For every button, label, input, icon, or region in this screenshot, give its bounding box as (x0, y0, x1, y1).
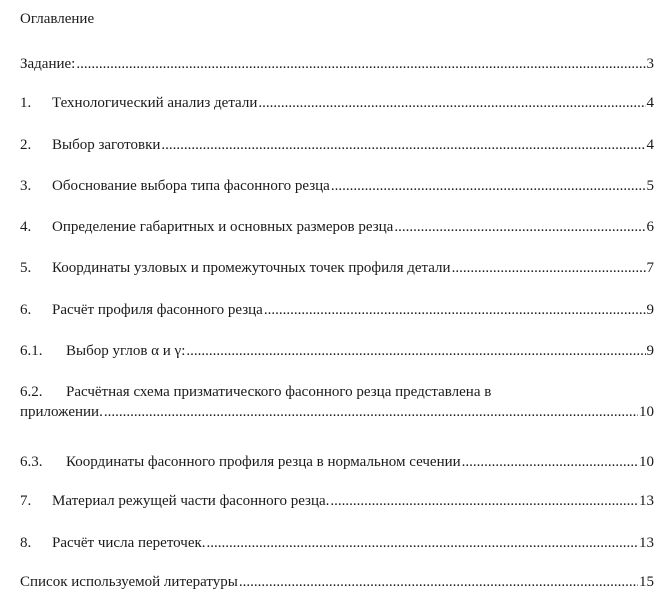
toc-entry-number: 8. (20, 535, 32, 551)
toc-entry[interactable] (20, 135, 654, 155)
dot-leader (330, 491, 638, 511)
toc-entry-page: 6 (646, 219, 654, 235)
toc-entry-page: 4 (646, 137, 654, 153)
toc-entry-title: Координаты фасонного профиля резца в нормальном сечении (66, 454, 461, 470)
toc-entry[interactable] (20, 258, 654, 278)
toc-entry-page: 5 (646, 178, 654, 194)
toc-entry-page: 9 (646, 302, 654, 318)
toc-entry-page: 15 (639, 574, 654, 590)
toc-entry-title: Определение габаритных и основных размеров резца (52, 219, 394, 235)
toc-entry[interactable] (20, 491, 654, 511)
toc-entry-number: 7. (20, 493, 32, 509)
toc-entry-title: Технологический анализ детали (52, 95, 258, 111)
toc-entry-page: 4 (646, 95, 654, 111)
dot-leader (207, 533, 638, 553)
toc-entry-page: 3 (646, 56, 654, 72)
dot-leader (394, 217, 645, 237)
toc-entry-number: 4. (20, 219, 32, 235)
toc-entry-title: Расчёт профиля фасонного резца (52, 302, 263, 318)
toc-entry[interactable] (20, 382, 654, 422)
toc-entry-number: 6.1. (20, 343, 43, 359)
toc-entry-page: 7 (646, 260, 654, 276)
toc-heading: Оглавление (20, 11, 95, 27)
dot-leader (161, 135, 645, 155)
toc-entry-page: 10 (639, 404, 654, 420)
dot-leader (258, 93, 645, 113)
toc-entry[interactable] (20, 300, 654, 320)
toc-entry-title: Материал режущей части фасонного резца. (52, 493, 330, 509)
toc-entry-title: Выбор заготовки (52, 137, 161, 153)
toc-entry-title: Обоснование выбора типа фасонного резца (52, 178, 330, 194)
toc-entry-number: 6.2. (20, 384, 43, 400)
toc-entry-line2 (20, 402, 654, 422)
dot-leader (452, 258, 646, 278)
toc-entry[interactable] (20, 93, 654, 113)
dot-leader (104, 402, 638, 422)
dot-leader (186, 341, 645, 361)
toc-entry-number: 5. (20, 260, 32, 276)
toc-entry[interactable] (20, 572, 654, 592)
dot-leader (331, 176, 646, 196)
toc-entry-title: Расчётная схема призматического фасонного резца представлена в (66, 384, 492, 400)
toc-entry-number: 6.3. (20, 454, 43, 470)
toc-entry[interactable] (20, 176, 654, 196)
toc-entry-page: 9 (646, 343, 654, 359)
toc-entry[interactable] (20, 54, 654, 74)
toc-entry[interactable] (20, 452, 654, 472)
toc-entry-title: Список используемой литературы (20, 574, 238, 590)
toc-entry-title: Расчёт числа переточек. (52, 535, 206, 551)
toc-entry[interactable] (20, 217, 654, 237)
toc-entry-title: Координаты узловых и промежуточных точек профиля детали (52, 260, 451, 276)
toc-entry-line1 (20, 382, 654, 402)
dot-leader (239, 572, 638, 592)
toc-entry-title: Выбор углов α и γ: (66, 343, 186, 359)
dot-leader (264, 300, 646, 320)
toc-entry-title-continued: приложении. (20, 404, 103, 420)
dot-leader (462, 452, 638, 472)
toc-entry[interactable] (20, 341, 654, 361)
toc-entry-page: 10 (639, 454, 654, 470)
toc-entry-number: 2. (20, 137, 32, 153)
toc-entry[interactable] (20, 533, 654, 553)
toc-entry-title: Задание: (20, 56, 76, 72)
toc-entry-number: 3. (20, 178, 32, 194)
dot-leader (76, 54, 645, 74)
toc-entry-number: 6. (20, 302, 32, 318)
toc-entry-page: 13 (639, 535, 654, 551)
toc-entry-page: 13 (639, 493, 654, 509)
toc-entry-number: 1. (20, 95, 32, 111)
